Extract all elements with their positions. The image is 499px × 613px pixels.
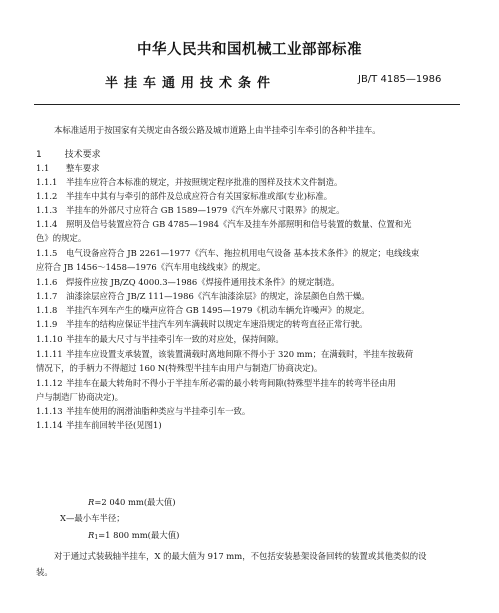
clause-number: 1.1.5 xyxy=(36,248,58,258)
clause-number: 1.1.9 xyxy=(36,319,58,329)
formula-x-desc: X—最小车半径； xyxy=(60,513,125,523)
clause-number: 1.1 xyxy=(36,163,50,173)
clause-number: 1.1.7 xyxy=(36,291,58,301)
clause-text: 半挂车在最大转角时不得小于半挂车所必需的最小转弯间隙(特殊型半挂车的转弯半径由用 xyxy=(66,378,396,388)
closing-line: 对于通过式装载轴半挂车，X 的最大值为 917 mm，不包括安装悬架设备回转的装置或其他类似的设 xyxy=(54,551,427,561)
clause-number: 1.1.4 xyxy=(36,219,58,229)
clause-line xyxy=(36,378,396,388)
clause-line xyxy=(36,291,370,301)
clause-text: 半挂车应符合本标准的规定，并按照规定程序批准的图样及技术文件制造。 xyxy=(66,177,343,187)
document-title: 半挂车通用技术条件 xyxy=(105,76,277,91)
clause-text: 半挂汽车列车产生的噪声应符合 GB 1495—1979《机动车辆允许噪声》的规定。 xyxy=(66,305,370,315)
formula-r-value: =2 040 mm(最大值) xyxy=(94,497,176,507)
clause-number: 1.1.14 xyxy=(36,420,63,430)
clause-line xyxy=(36,248,419,258)
formula-r: R=2 040 mm(最大值) xyxy=(88,497,176,507)
intro-paragraph: 本标准适用于按国家有关规定由各级公路及城市道路上由半挂牵引车牵引的各种半挂车。 xyxy=(54,125,381,135)
section-number: 1 xyxy=(36,150,42,160)
clause-number: 1.1.8 xyxy=(36,305,58,315)
clause-continuation: 情况下，的手柄力不得超过 160 N(特殊型半挂车由用户与制造厂协商决定)。 xyxy=(36,363,323,373)
clause-text: 半挂车前回转半径(见图1) xyxy=(66,420,162,430)
clause-line xyxy=(36,277,340,287)
clause-text: 半挂车的最大尺寸与半挂牵引车一致的对应处，保持间隙。 xyxy=(66,334,284,344)
clause-text: 半挂车的外部尺寸应符合 GB 1589—1979《汽车外廓尺寸限界》的规定。 xyxy=(66,205,345,215)
clause-continuation: 应符合 JB 1456～1458—1976《汽车用电线线束》的规定。 xyxy=(36,262,266,272)
clause-text: 半挂车的结构应保证半挂汽车列车满载时以规定车速沿规定的转弯直径正常行驶。 xyxy=(66,319,368,329)
clause-line xyxy=(36,177,342,187)
clause-number: 1.1.6 xyxy=(36,277,58,287)
clause-line xyxy=(36,420,162,430)
clause-continuation: 色》的规定。 xyxy=(36,233,87,243)
clause-line xyxy=(36,205,345,215)
clause-number: 1.1.3 xyxy=(36,205,58,215)
formula-r1-value: =1 800 mm(最大值) xyxy=(98,530,180,540)
header-rule xyxy=(34,104,460,105)
standard-number: JB/T 4185—1986 xyxy=(358,74,442,85)
clause-text: 油漆涂层应符合 JB/Z 111—1986《汽车油漆涂层》的规定，涂层颜色自然干燥。 xyxy=(66,291,370,301)
clause-continuation: 户与制造厂协商决定)。 xyxy=(36,392,124,402)
clause-text: 照明及信号装置应符合 GB 4785—1984《汽车及挂车外部照明和信号装置的数量、位置和光 xyxy=(66,219,412,229)
closing-line: 装。 xyxy=(36,567,53,577)
clause-line xyxy=(36,191,332,201)
clause-line xyxy=(36,305,370,315)
formula-r1: R1=1 800 mm(最大值) xyxy=(88,530,180,541)
clause-line xyxy=(36,349,413,359)
section-title: 技术要求 xyxy=(64,150,101,160)
clause-number: 1.1.12 xyxy=(36,378,63,388)
section-heading xyxy=(36,147,101,160)
clause-line xyxy=(36,406,250,416)
clause-text: 整车要求 xyxy=(66,163,100,173)
clause-number: 1.1.1 xyxy=(36,177,58,187)
clause-number: 1.1.10 xyxy=(36,334,63,344)
clause-text: 焊接件应按 JB/ZQ 4000.3—1986《焊接件通用技术条件》的规定制造。 xyxy=(66,277,340,287)
clause-number: 1.1.13 xyxy=(36,406,63,416)
clause-number: 1.1.2 xyxy=(36,191,58,201)
clause-text: 半挂车中其有与牵引的部件及总成应符合有关国家标准或部(专业)标准。 xyxy=(66,191,333,201)
clause-text: 半挂车应设置支承装置，该装置满载时离地间隙不得小于 320 mm；在满载时，半挂车按载荷 xyxy=(66,349,414,359)
clause-line xyxy=(36,319,368,329)
clause-line xyxy=(36,163,100,173)
ministry-header: 中华人民共和国机械工业部部标准 xyxy=(137,42,362,58)
clause-number: 1.1.11 xyxy=(36,349,63,359)
clause-line xyxy=(36,219,412,229)
clause-line xyxy=(36,334,284,344)
clause-text: 电气设备应符合 JB 2261—1977《汽车、拖拉机用电气设备 基本技术条件》的规定；电线线束 xyxy=(66,248,420,258)
clause-text: 半挂车使用的润滑油脂种类应与半挂牵引车一致。 xyxy=(66,406,251,416)
